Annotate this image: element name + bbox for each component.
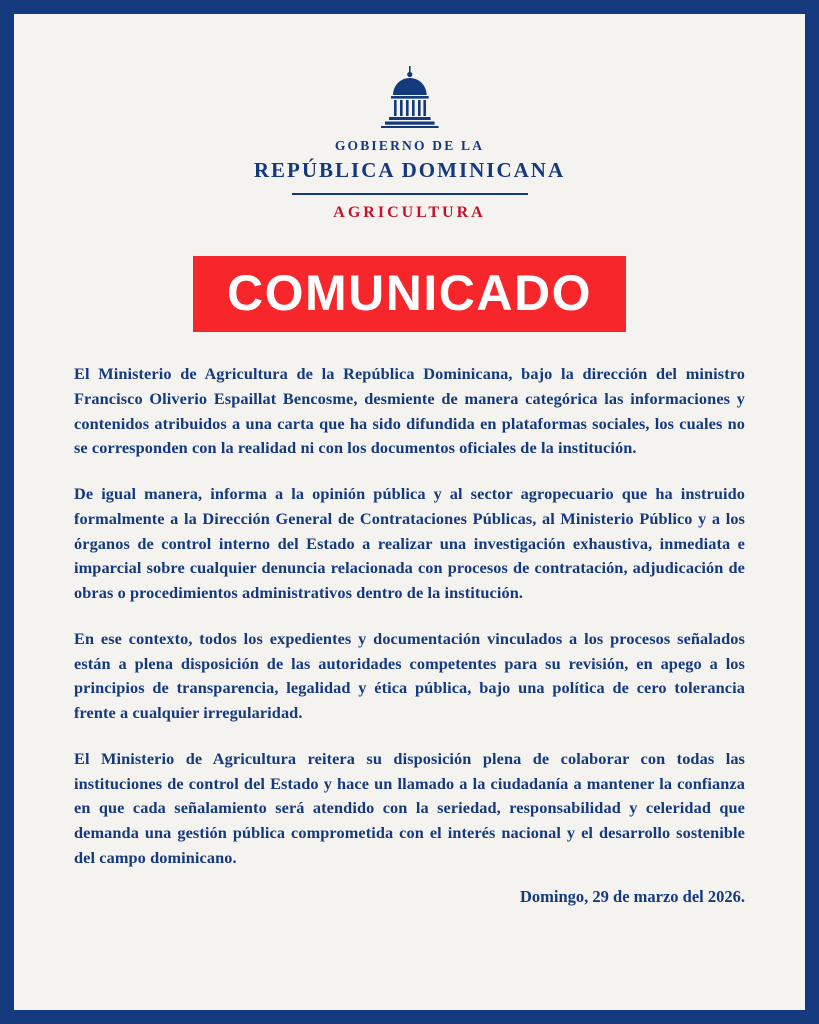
dominican-republic-coat-of-arms-dome-icon xyxy=(373,66,447,128)
paragraph: En ese contexto, todos los expedientes y documentación vinculados a los procesos señalados están a plena disposición de las autoridades competentes para su revisión, en apego a los principios de transparencia, legalidad y ética pública, bajo una política de cero tolerancia frente a cualquier irregularidad. xyxy=(74,628,745,723)
country-line: REPÚBLICA DOMINICANA xyxy=(253,158,566,182)
paragraph: El Ministerio de Agricultura reitera su disposición plena de colaborar con todas las instituciones de control del Estado y hace un llamado a la ciudadanía a mantener la confianza en que cada señalamiento será atendido con la seriedad, responsabilidad y celeridad que demanda una gestión pública comprometida con el interés nacional y el desarrollo sostenible del campo dominicano. xyxy=(74,748,745,868)
communique-banner: COMUNICADO xyxy=(193,256,626,332)
government-line: GOBIERNO DE LA xyxy=(334,138,485,153)
communique-body xyxy=(74,362,745,907)
header-divider xyxy=(292,193,528,195)
paragraph: De igual manera, informa a la opinión pública y al sector agropecuario que ha instruido formalmente a la Dirección General de Contrataciones Públicas, al Ministerio Público y a los órganos de control interno del Estado a realizar una investigación exhaustiva, inmediata e imparcial sobre cualquier denuncia relacionada con procesos de contratación, adjudicación de obras o procedimientos administrativos dentro de la institución. xyxy=(74,484,745,603)
communique-sheet xyxy=(14,14,805,1010)
paragraph: El Ministerio de Agricultura de la República Dominicana, bajo la dirección del ministro Francisco Oliverio Espaillat Bencosme, desmiente de manera categórica las informaciones y contenidos atribuidos a una carta que ha sido difundida en plataformas sociales, los cuales no se corresponden con la realidad ni con los documentos oficiales de la institución. xyxy=(74,364,745,458)
communique-date: Domingo, 29 de marzo del 2026. xyxy=(519,886,745,906)
ministry-line: AGRICULTURA xyxy=(333,204,486,221)
